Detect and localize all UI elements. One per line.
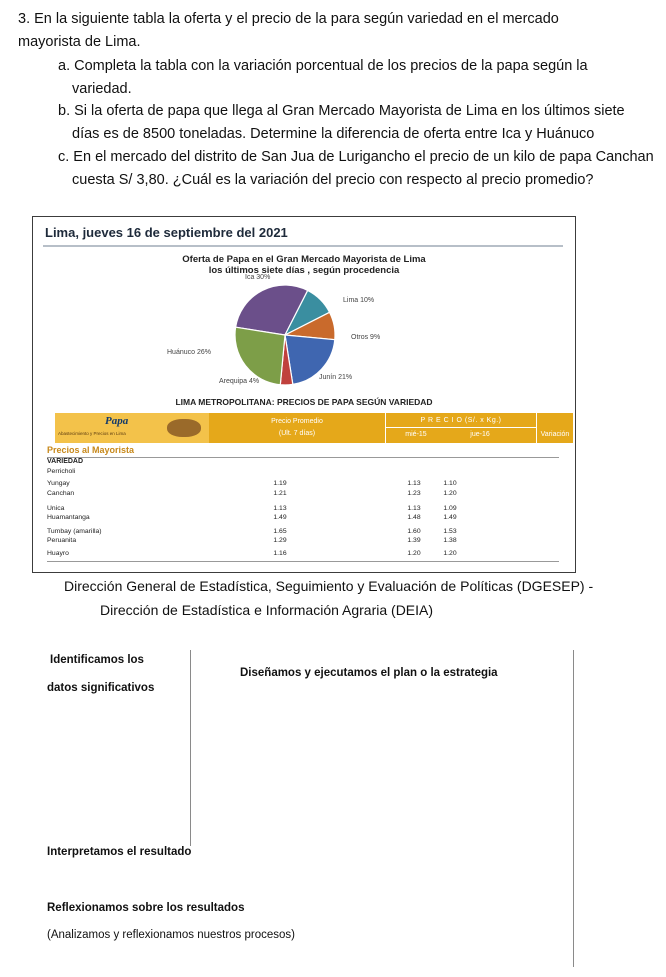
question-intro: 3. En la siguiente tabla la oferta y el precio de la para según variedad en el mercado [18, 11, 559, 27]
col-jue: jue-16 [470, 431, 490, 438]
table-row-variety: Huamantanga [47, 514, 90, 521]
question-c: c. En el mercado del distrito de San Jua de Lurigancho el precio de un kilo de papa Canchan [58, 149, 654, 165]
table-cell-avg: 1.16 [273, 550, 287, 557]
chart-title: Oferta de Papa en el Gran Mercado Mayorista de Lima [182, 254, 426, 265]
figure-divider [43, 245, 563, 247]
header-variacion [537, 413, 573, 443]
pie-label-huanuco: Huánuco 26% [167, 349, 211, 356]
prices-label: Precios al Mayorista [47, 445, 135, 455]
pie-chart [213, 279, 353, 389]
interpret-label: Interpretamos el resultado [47, 846, 192, 858]
question-a: a. Completa la tabla con la variación porcentual de los precios de la papa según la [58, 58, 588, 74]
figure-header: Lima, jueves 16 de septiembre del 2021 [45, 225, 288, 240]
col-promedio-sub: (Ult. 7 días) [278, 430, 316, 437]
question-a-cont: variedad. [72, 81, 132, 97]
header-divider [386, 427, 536, 428]
table-cell-mie: 1.39 [407, 537, 421, 544]
header-precio-promedio [209, 413, 385, 443]
table-cell-jue: 1.09 [443, 505, 457, 512]
source-line-1: Dirección General de Estadística, Seguimiento y Evaluación de Políticas (DGESEP) - [64, 578, 594, 594]
table-cell-avg: 1.13 [273, 505, 287, 512]
table-row-variety: Canchan [47, 490, 75, 497]
table-row-variety: Yungay [47, 480, 70, 487]
table-cell-jue: 1.20 [443, 490, 457, 497]
table-cell-mie: 1.13 [407, 505, 421, 512]
reflect-note: (Analizamos y reflexionamos nuestros procesos) [47, 929, 295, 941]
pie-label-arequipa: Arequipa 4% [219, 378, 260, 385]
worksheet-right-border [573, 650, 574, 967]
table-row-variety: Huayro [47, 550, 69, 557]
source-line-2: Dirección de Estadística e Información Agraria (DEIA) [100, 602, 434, 618]
table-cell-mie: 1.23 [407, 490, 421, 497]
table-row-variety: Unica [47, 505, 65, 512]
worksheet-divider [190, 650, 191, 846]
pie-label-lima: Lima 10% [343, 297, 375, 304]
logo-title: Papa [105, 415, 129, 427]
table-cell-mie: 1.48 [407, 514, 421, 521]
table-row-variety: Perricholi [47, 468, 76, 475]
pie-label-ica: Ica 30% [245, 274, 271, 281]
design-label: Diseñamos y ejecutamos el plan o la estrategia [240, 667, 498, 679]
table-rule [47, 457, 559, 458]
embedded-figure [32, 216, 576, 573]
table-row-variety: Tumbay (amarilla) [47, 528, 102, 535]
table-cell-avg: 1.21 [273, 490, 287, 497]
table-cell-mie: 1.20 [407, 550, 421, 557]
table-bottom-rule [47, 561, 559, 562]
table-cell-avg: 1.19 [273, 480, 287, 487]
table-cell-avg: 1.49 [273, 514, 287, 521]
pie-slice-huánuco [235, 327, 285, 385]
reflect-label: Reflexionamos sobre los resultados [47, 902, 245, 914]
identify-label-cont: datos significativos [47, 682, 155, 694]
table-cell-jue: 1.49 [443, 514, 457, 521]
col-variacion: Variación [540, 431, 570, 438]
pie-label-otros: Otros 9% [351, 334, 381, 341]
table-cell-avg: 1.29 [273, 537, 287, 544]
papa-logo [55, 413, 209, 443]
potato-sack-icon [167, 419, 201, 437]
table-cell-jue: 1.20 [443, 550, 457, 557]
table-cell-mie: 1.13 [407, 480, 421, 487]
col-mie: mié-15 [405, 431, 427, 438]
table-cell-jue: 1.10 [443, 480, 457, 487]
table-cell-avg: 1.65 [273, 528, 287, 535]
question-b: b. Si la oferta de papa que llega al Gran Mercado Mayorista de Lima en los últimos siete [58, 103, 625, 119]
question-c-cont: cuesta S/ 3,80. ¿Cuál es la variación del precio con respecto al precio promedio? [72, 172, 594, 188]
variety-label: VARIEDAD [47, 458, 84, 465]
section-title: LIMA METROPOLITANA: PRECIOS DE PAPA SEGÚN VARIEDAD [175, 397, 433, 407]
chart-subtitle: los últimos siete días , según procedencia [208, 265, 400, 276]
question-b-cont: días es de 8500 toneladas. Determine la diferencia de oferta entre Ica y Huánuco [72, 126, 595, 142]
pie-label-junin: Junín 21% [319, 374, 353, 381]
table-cell-jue: 1.53 [443, 528, 457, 535]
question-intro-cont: mayorista de Lima. [18, 34, 141, 50]
identify-label: Identificamos los [50, 654, 144, 666]
col-promedio: Precio Promedio [271, 418, 323, 425]
table-cell-mie: 1.60 [407, 528, 421, 535]
header-precio [386, 413, 536, 443]
col-precio: P R E C I O (S/. x Kg.) [420, 417, 502, 424]
table-cell-jue: 1.38 [443, 537, 457, 544]
logo-subtitle: Abastecimiento y Precios en Lima [58, 431, 126, 436]
table-row-variety: Peruanita [47, 537, 77, 544]
